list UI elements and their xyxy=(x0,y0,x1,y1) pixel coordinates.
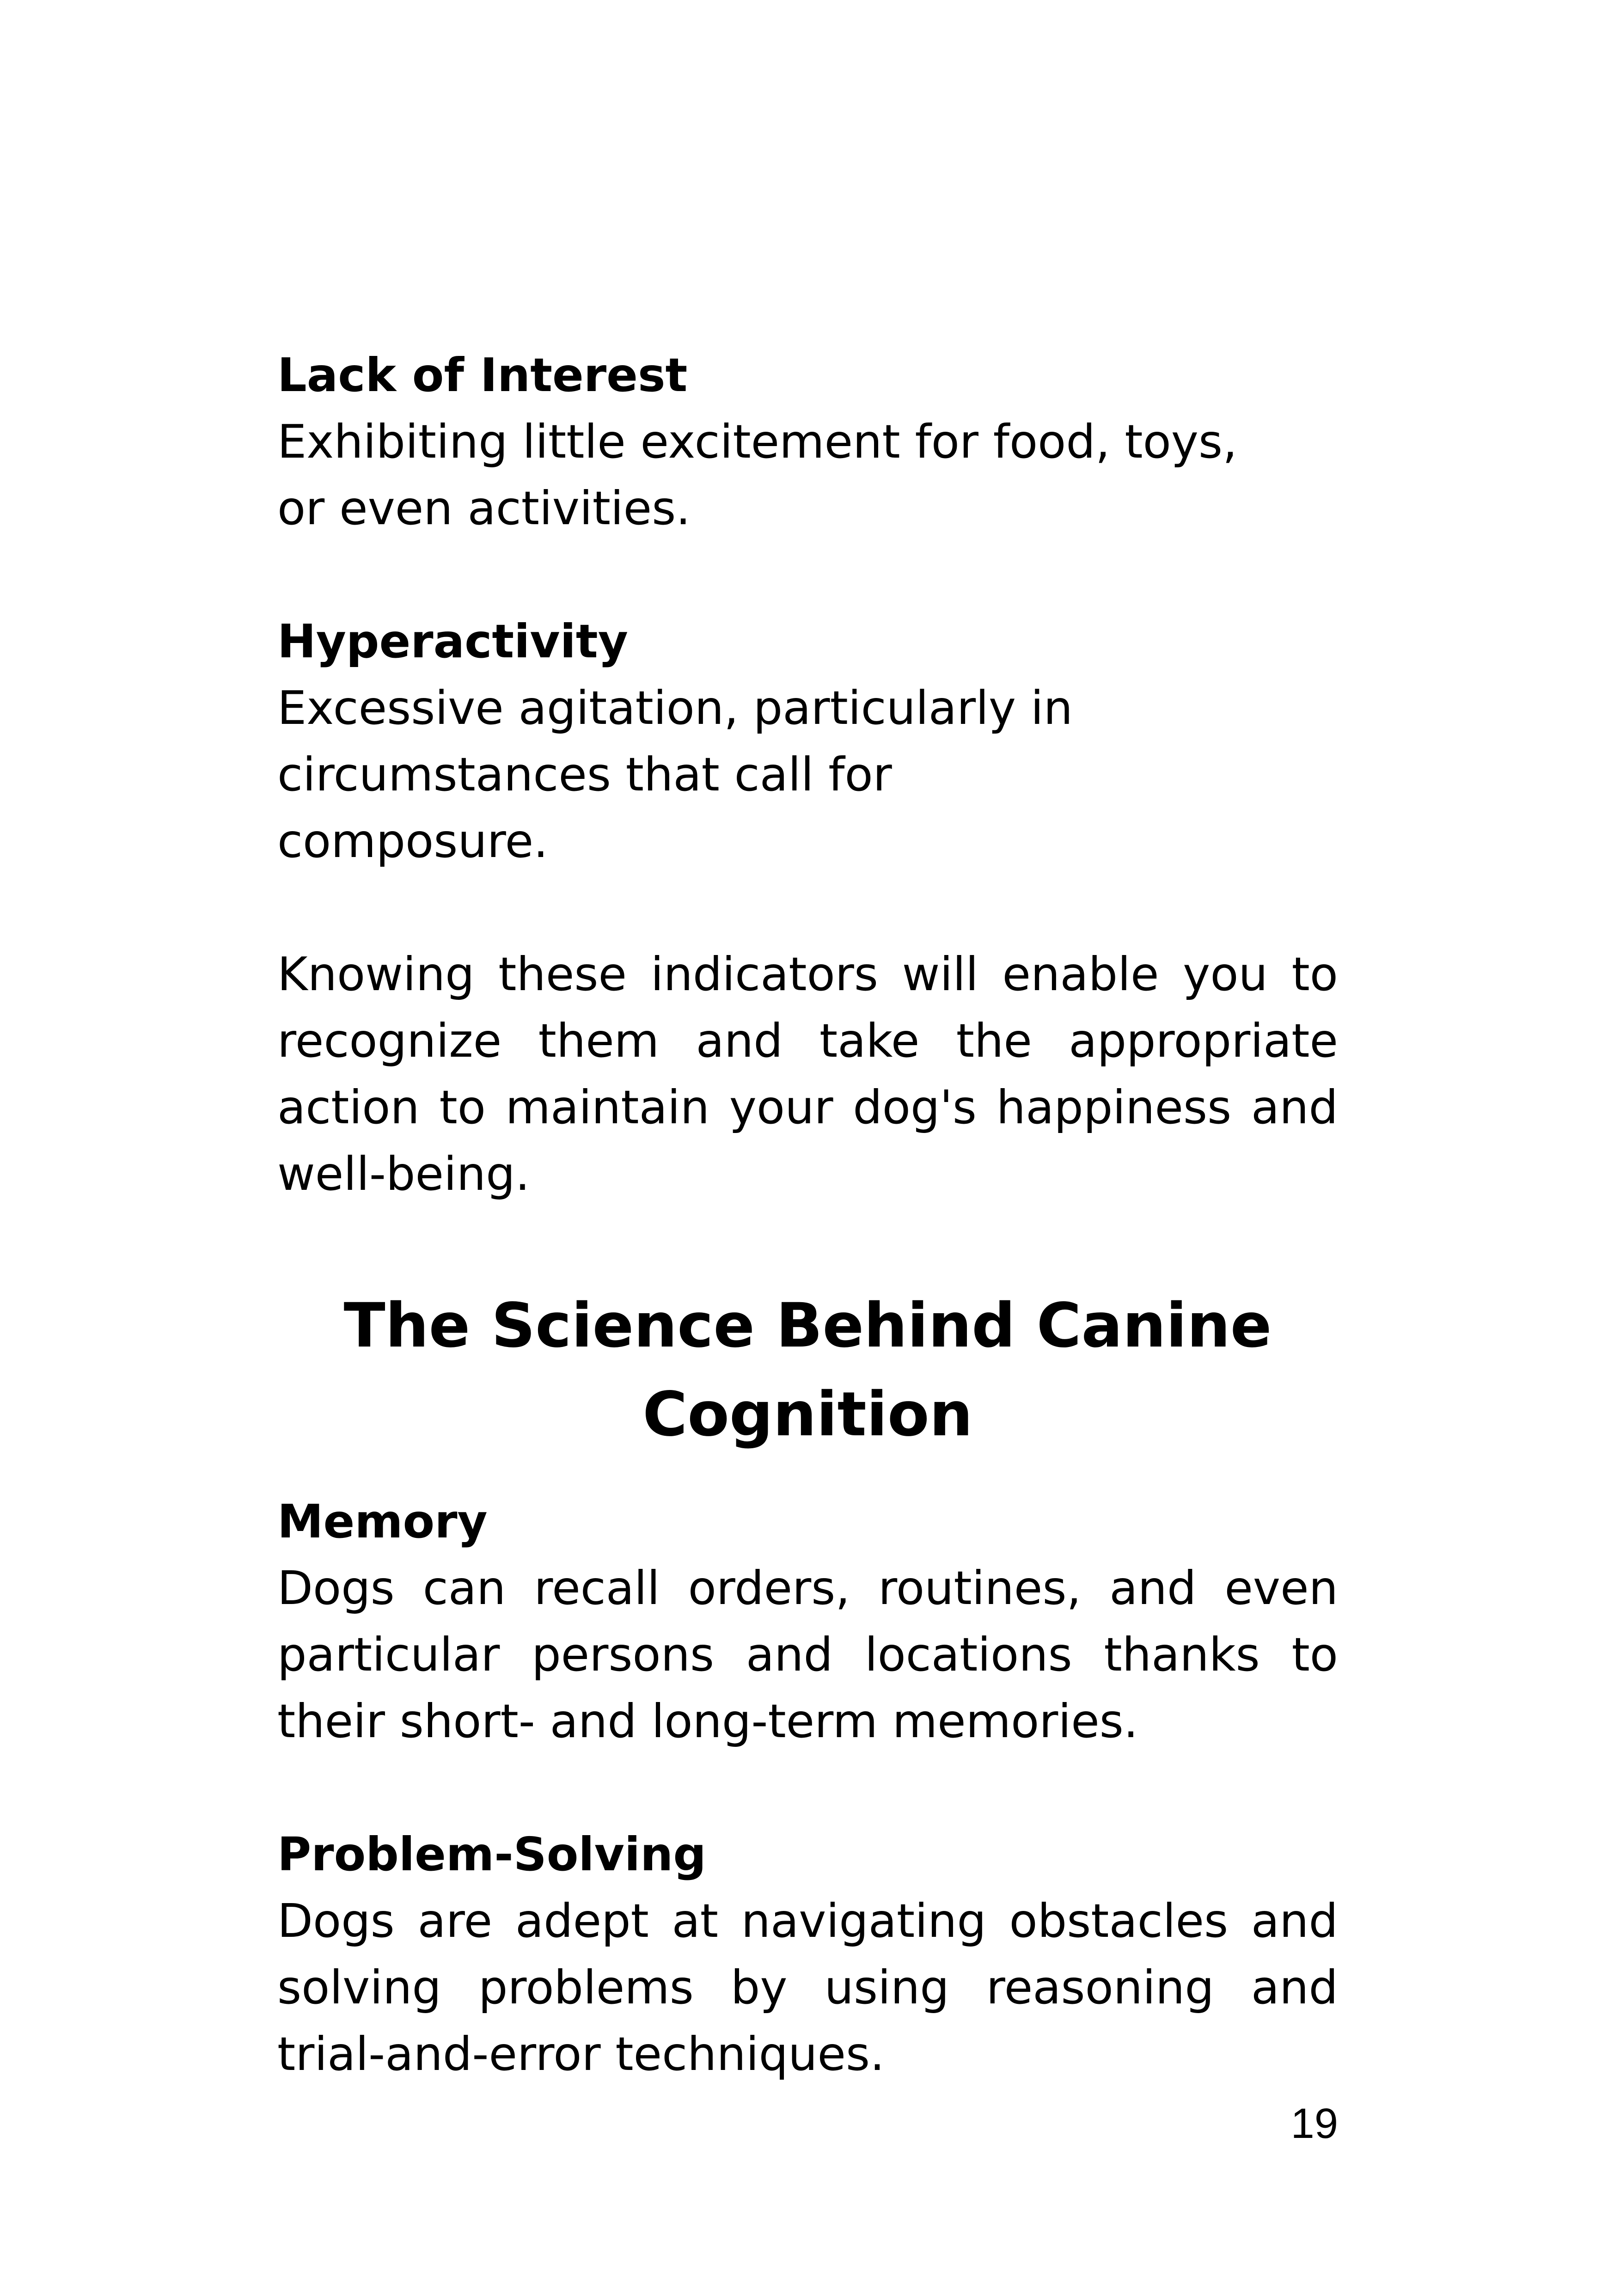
section-text: Excessive agitation, particularly in circumstances that call for composure. xyxy=(277,681,1073,868)
page-number: 19 xyxy=(1290,2100,1338,2147)
page-content xyxy=(277,342,1338,2088)
section-memory xyxy=(277,1488,1338,1755)
heading-wrap xyxy=(277,1281,1338,1459)
section-hyperactivity xyxy=(277,608,1338,875)
section-text: Exhibiting little excitement for food, toys, or even activities. xyxy=(277,415,1237,535)
summary-paragraph: Knowing these indicators will enable you to recognize them and take the appropriate action to maintain your dog's happiness and well-being. xyxy=(277,947,1338,1201)
section-lack-of-interest xyxy=(277,342,1338,542)
section-term: Memory xyxy=(277,1494,488,1549)
section-text: Dogs are adept at navigating obstacles and solving problems by using reasoning and trial-and-error techniques. xyxy=(277,1894,1338,2081)
section-heading: The Science Behind Canine Cognition xyxy=(343,1290,1272,1450)
spacer xyxy=(277,542,1338,608)
section-problem-solving xyxy=(277,1821,1338,2088)
spacer xyxy=(277,875,1338,941)
section-text: Dogs can recall orders, routines, and even particular persons and locations thanks to their short- and long-term memories. xyxy=(277,1561,1338,1748)
section-term: Problem-Solving xyxy=(277,1827,706,1881)
spacer xyxy=(277,1755,1338,1821)
section-term: Hyperactivity xyxy=(277,614,628,668)
section-term: Lack of Interest xyxy=(277,348,688,402)
